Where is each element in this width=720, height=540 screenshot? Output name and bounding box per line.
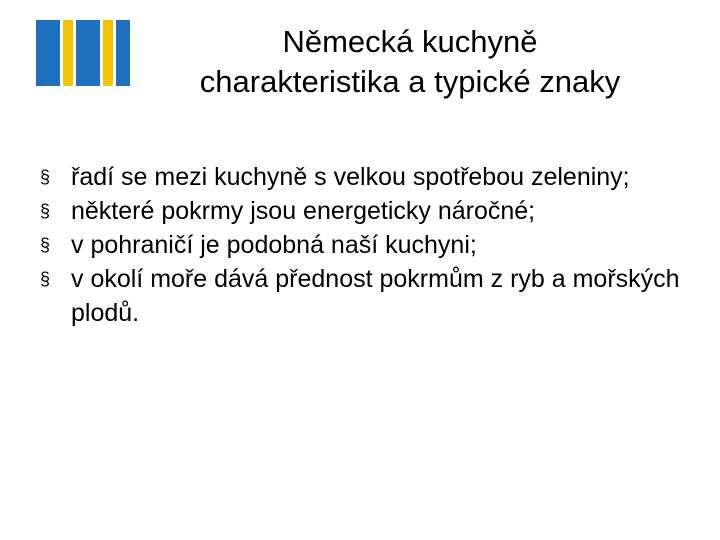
bullet-list (40, 160, 680, 330)
bullet-marker-icon: § (40, 269, 51, 289)
bullet-text: v pohraničí je podobná naší kuchyni; (71, 231, 477, 259)
bullet-text: v okolí moře dává přednost pokrmům z ryb a mořských plodů. (71, 265, 680, 327)
slide-title-line: Německá kuchyně (282, 24, 538, 59)
logo-bar (36, 20, 60, 86)
bullet-marker-icon: § (40, 167, 51, 187)
logo-bar (103, 20, 113, 86)
logo (36, 20, 130, 86)
bullet-item (40, 160, 680, 194)
bullet-item (40, 228, 680, 262)
bullet-marker-icon: § (40, 201, 51, 221)
bullet-marker-icon: § (40, 235, 51, 255)
bullet-text: některé pokrmy jsou energeticky náročné; (71, 197, 536, 225)
bullet-item (40, 262, 680, 330)
logo-bar (63, 20, 73, 86)
bullet-item (40, 194, 680, 228)
slide-subtitle-line: charakteristika a typické znaky (199, 64, 621, 99)
slide-title (150, 22, 670, 102)
logo-bar (116, 20, 130, 86)
bullet-text: řadí se mezi kuchyně s velkou spotřebou zeleniny; (71, 163, 630, 191)
logo-bar (76, 20, 100, 86)
